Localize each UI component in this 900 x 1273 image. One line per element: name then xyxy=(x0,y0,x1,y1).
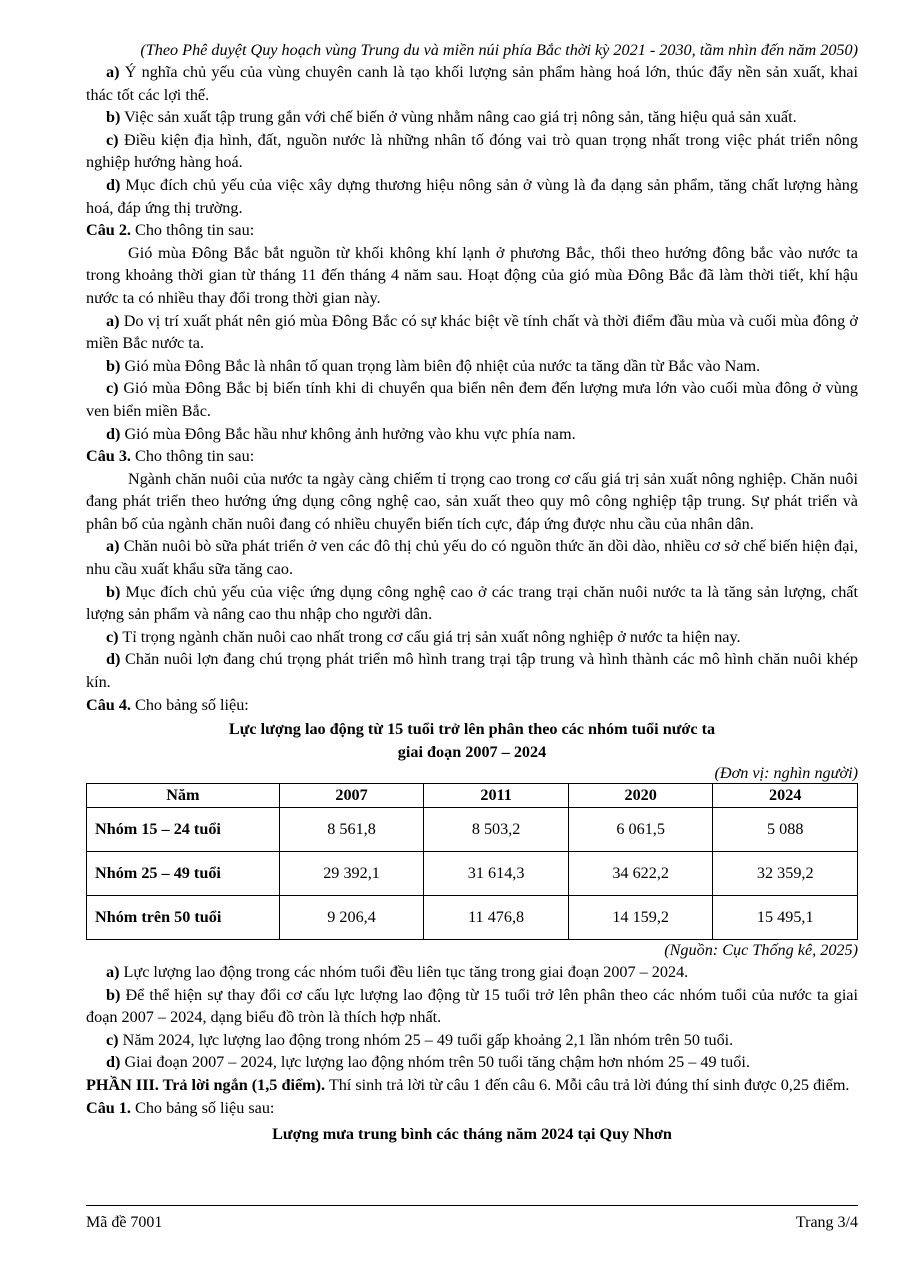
q4-table-title-line2: giai đoạn 2007 – 2024 xyxy=(397,742,547,761)
table-header-cell: 2024 xyxy=(713,784,858,808)
q1-option-c: c) Điều kiện địa hình, đất, nguồn nước là những nhân tố đóng vai trò quan trọng nhất trong việc phát triển nông nghiệp hướng hàng hoá. xyxy=(86,130,858,172)
q1-option-d: d) Mục đích chủ yếu của việc xây dựng thương hiệu nông sản ở vùng là đa dạng sản phẩm, tăng chất lượng hàng hoá, đáp ứng thị trường. xyxy=(86,175,858,217)
table-row xyxy=(87,852,858,896)
part3-heading: PHẦN III. Trả lời ngắn (1,5 điểm). Thí sinh trả lời từ câu 1 đến câu 6. Mỗi câu trả lời đúng thí sinh được 0,25 điểm. xyxy=(86,1075,850,1094)
page-number: Trang 3/4 xyxy=(795,1214,858,1231)
q4-option-d: d) Giai đoạn 2007 – 2024, lực lượng lao động nhóm trên 50 tuổi tăng chậm hơn nhóm 25 – 49 tuổi. xyxy=(106,1053,750,1072)
table-cell: 5 088 xyxy=(713,808,858,852)
q4-option-b: b) Để thể hiện sự thay đổi cơ cấu lực lượng lao động từ 15 tuổi trở lên phân theo các nhóm tuổi của nước ta giai đoạn 2007 – 2024, dạng biểu đồ tròn là thích hợp nhất. xyxy=(86,985,858,1027)
table-cell: 6 061,5 xyxy=(568,808,713,852)
table-row xyxy=(87,896,858,940)
table-cell: 9 206,4 xyxy=(279,896,424,940)
table-row-label: Nhóm 15 – 24 tuổi xyxy=(87,808,280,852)
q3-intro: Ngành chăn nuôi của nước ta ngày càng chiếm tỉ trọng cao trong cơ cấu giá trị sản xuất nông nghiệp. Chăn nuôi đang phát triển theo hướng ứng dụng công nghệ cao, sản xuất theo quy mô công nghiệp tập trung. Sự phát triển và phân bố của ngành chăn nuôi đang có nhiều chuyển biến tích cực, đáp ứng được nhu cầu của nhân dân. xyxy=(86,469,858,533)
part3-q1-table-title: Lượng mưa trung bình các tháng năm 2024 tại Quy Nhơn xyxy=(272,1125,672,1144)
part3-q1-heading: Câu 1. Cho bảng số liệu sau: xyxy=(86,1098,275,1117)
table-cell: 29 392,1 xyxy=(279,852,424,896)
q3-option-b: b) Mục đích chủ yếu của việc ứng dụng công nghệ cao ở các trang trại chăn nuôi nước ta là tăng sản lượng, chất lượng sản phẩm và nâng cao thu nhập cho người dân. xyxy=(86,582,858,624)
table-cell: 11 476,8 xyxy=(424,896,569,940)
q2-intro: Gió mùa Đông Bắc bắt nguồn từ khối không khí lạnh ở phương Bắc, thổi theo hướng đông bắc vào nước ta trong khoảng thời gian từ tháng 11 đến tháng 4 năm sau. Hoạt động của gió mùa Đông Bắc đã làm thời tiết, khí hậu nước ta có nhiều thay đổi trong thời gian này. xyxy=(86,243,858,307)
q4-table-source: (Nguồn: Cục Thống kê, 2025) xyxy=(664,941,858,959)
q1-option-b: b) Việc sản xuất tập trung gắn với chế biến ở vùng nhằm nâng cao giá trị nông sản, tăng hiệu quả sản xuất. xyxy=(106,108,797,127)
page-footer xyxy=(86,1205,858,1235)
table-cell: 14 159,2 xyxy=(568,896,713,940)
q4-option-c: c) Năm 2024, lực lượng lao động trong nhóm 25 – 49 tuổi gấp khoảng 2,1 lần nhóm trên 50 tuổi. xyxy=(106,1030,734,1049)
q2-option-a: a) Do vị trí xuất phát nên gió mùa Đông Bắc có sự khác biệt về tính chất và thời điểm đầu mùa và cuối mùa đông ở miền Bắc nước ta. xyxy=(86,311,858,353)
table-row-label: Nhóm trên 50 tuổi xyxy=(87,896,280,940)
q2-heading: Câu 2. Cho thông tin sau: xyxy=(86,221,255,240)
table-cell: 15 495,1 xyxy=(713,896,858,940)
q4-table-unit: (Đơn vị: nghìn người) xyxy=(714,764,858,783)
q3-option-d: d) Chăn nuôi lợn đang chú trọng phát triển mô hình trang trại tập trung và hình thành các mô hình chăn nuôi khép kín. xyxy=(86,650,858,692)
table-cell: 34 622,2 xyxy=(568,852,713,896)
table-header-cell: 2011 xyxy=(424,784,569,808)
q2-option-b: b) Gió mùa Đông Bắc là nhân tố quan trọng làm biên độ nhiệt của nước ta tăng dần từ Bắc vào Nam. xyxy=(106,356,761,375)
header-source: (Theo Phê duyệt Quy hoạch vùng Trung du và miền núi phía Bắc thời kỳ 2021 - 2030, tầm nhìn đến năm 2050) xyxy=(140,41,858,59)
table-cell: 8 503,2 xyxy=(424,808,569,852)
q3-option-a: a) Chăn nuôi bò sữa phát triển ở ven các đô thị chủ yếu do có nguồn thức ăn dồi dào, nhiều cơ sở chế biến hiện đại, nhu cầu xuất khẩu sữa tăng cao. xyxy=(86,537,858,579)
table-row-label: Nhóm 25 – 49 tuổi xyxy=(87,852,280,896)
q3-heading: Câu 3. Cho thông tin sau: xyxy=(86,447,255,466)
q4-table-title-line1: Lực lượng lao động từ 15 tuổi trở lên phân theo các nhóm tuổi nước ta xyxy=(228,720,716,739)
table-header-cell: Năm xyxy=(87,784,280,808)
table-header-cell: 2020 xyxy=(568,784,713,808)
exam-page xyxy=(86,40,858,1146)
q4-data-table xyxy=(86,783,858,940)
q3-option-c: c) Tỉ trọng ngành chăn nuôi cao nhất trong cơ cấu giá trị sản xuất nông nghiệp ở nước ta hiện nay. xyxy=(106,627,741,646)
table-header-row xyxy=(87,784,858,808)
table-cell: 8 561,8 xyxy=(279,808,424,852)
exam-code: Mã đề 7001 xyxy=(86,1214,163,1231)
table-cell: 32 359,2 xyxy=(713,852,858,896)
q4-heading: Câu 4. Cho bảng số liệu: xyxy=(86,695,249,714)
q1-option-a: a) Ý nghĩa chủ yếu của vùng chuyên canh là tạo khối lượng sản phẩm hàng hoá lớn, thúc đẩy nền sản xuất, khai thác tốt các lợi thế. xyxy=(86,63,858,104)
table-row xyxy=(87,808,858,852)
q2-option-d: d) Gió mùa Đông Bắc hầu như không ảnh hưởng vào khu vực phía nam. xyxy=(106,424,576,443)
table-header-cell: 2007 xyxy=(279,784,424,808)
q4-option-a: a) Lực lượng lao động trong các nhóm tuổi đều liên tục tăng trong giai đoạn 2007 – 2024. xyxy=(106,963,689,981)
q2-option-c: c) Gió mùa Đông Bắc bị biến tính khi di chuyển qua biển nên đem đến lượng mưa lớn vào cuối mùa đông ở vùng ven biển miền Bắc. xyxy=(86,379,858,420)
table-cell: 31 614,3 xyxy=(424,852,569,896)
